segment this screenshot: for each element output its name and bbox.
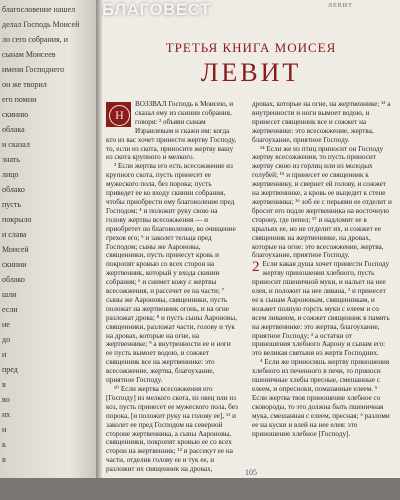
previous-page-line: и слава [2, 230, 27, 239]
previous-page-line: в [2, 455, 6, 464]
previous-page-line: и [2, 350, 7, 359]
previous-page-line: к [2, 440, 6, 449]
page-number: 105 [245, 468, 257, 477]
verse-block: ³ Если жертва его есть всесожжение из крупного скота, пусть принесет ее мужеского пола, без порока; пусть приведет ее ко входу скинии собрания, чтобы приобрести ему благоволение пред Господом; ⁴ и положит руку свою на голову жертвы всесожжения — и приобретет он благоволение, во очищение грехов его; ⁵ и заколет тельца пред Господом; сыны же Аароновы, священники, пусть принесут кровь и покропят кровью со всех сторон на жертвенник, который у входа скинии собрания; ⁶ и снимет кожу с жертвы всесожжения, и рассечет ее на части; ⁷ сыны же Аароновы, священники, пусть положат на жертвенник огонь, и на огне разложат дрова; ⁸ и пусть сыны Аароновы, священники, разложат части, голову и тук на дровах, которые на огне, на жертвеннике; ⁹ а внутренности ее и ноги ее пусть вымоет водою, и сожжет священник все на жертвеннике: это всесожжение, жертва, благоухание, приятное Господу. [106, 162, 237, 385]
previous-page-line: знать [2, 155, 20, 164]
left-text-column [106, 100, 238, 474]
chapter-2-number: 2 [252, 259, 260, 276]
book-title: ЛЕВИТ [200, 58, 302, 87]
verse-block: ¹⁴ Если же из птиц приносит он Господу жертву всесожжения, то пусть приносит жертву свою из горлиц или из молодых голубей; ¹⁵ и принесет ее священник к жертвеннику, и свернет ей голову, и сожжет на жертвеннике, а кровь ее выцедит к стене жертвенника; ¹⁶ зоб ее с перьями ее отделит и бросит его подле жертвенника на восточную сторону, где пепел; ¹⁷ и надломит ее в крыльях ее, но не отделит их, и сожжет ее священник на жертвеннике, на дровах, которые на огне: это всесожжение, жертва, благоухание, приятное Господу. [252, 144, 392, 260]
previous-page-line: их [2, 410, 11, 419]
previous-page-edge [0, 0, 98, 500]
previous-page-line: облака [2, 125, 25, 134]
previous-page-line: имени Господнего [2, 65, 65, 74]
previous-page-line: и сказал [2, 140, 30, 149]
verse-block: Если какая душа хочет принести Господу жертву приношения хлебного, пусть приносит пшеничной муки, и нальет на нее елея, и положит на нее ливана, ² и принесет ее к сынам Аароновым, священникам, и возьмет полную горсть муки с елеем и со всем ливаном, и сожжет священник в память на жертвеннике: это жертва, благоухание, приятное Господу; ³ а остатки от приношения хлебного Аарону и сынам его: это великая святыня из жертв Господних. [252, 260, 390, 358]
previous-page-line: не [2, 320, 10, 329]
verse-block: ¹⁰ Если жертва всесожжения его [Господу] из мелкого скота, из овец или из коз, пусть принесет ее мужеского пола, без порока, [и положит руку на голову ее], ¹¹ и заколет ее пред Господом на северной стороне жертвенника, а сыны Аароновы, священники, покропят кровью ее со всех сторон на жертвенник; ¹² и рассекут ее на части, отделив голову ее и тук ее, и разложит их священник на дровах, [106, 385, 238, 474]
book-subtitle: ТРЕТЬЯ КНИГА МОИСЕЯ [165, 40, 337, 55]
page-bottom-shadow [0, 478, 400, 500]
previous-page-line: в [2, 380, 6, 389]
previous-page-line: до [2, 335, 11, 344]
previous-page-line: скинии [2, 260, 27, 269]
chapter-1-emblem-icon: Н [106, 102, 131, 127]
previous-page-line: облако [2, 185, 25, 194]
previous-page-line: сынам Моисеев [2, 50, 56, 59]
running-head: ЛЕВИТ [328, 3, 353, 9]
previous-page-line: его помни [2, 95, 37, 104]
book-page [102, 0, 400, 500]
previous-page-line: покрыло [2, 215, 32, 224]
verse-block: ВОЗЗВАЛ Господь к Моисею, и сказал ему из скинии собрания, говоря: ² объяви сынам Израилевым и скажи им: когда кто из вас хочет принести жертву Господу, то, если из скота, приносите жертву вашу из скота крупного и мелкого. [106, 100, 237, 162]
previous-page-line: во [2, 395, 10, 404]
previous-page-line: пред [2, 365, 18, 374]
verse-block: ⁴ Если же приносишь жертву приношения хлебного из печенного в печи, то приноси пшеничные хлебы пресные, смешанные с елеем, и опресноки, помазанные елеем. ⁵ Если жертва твоя приношение хлебное со сковороды, то это должна быть пшеничная мука, смешанная с елеем, пресная; ⁶ разломи ее на куски и влей на нее елея: это приношение хлебное [Господу]. [252, 358, 390, 438]
chapter-2-paragraph [252, 260, 392, 358]
previous-page-line: скинию [2, 110, 29, 119]
previous-page-line: лицо [2, 170, 19, 179]
previous-page-line: делал Господь Моисей [2, 20, 80, 29]
previous-page-line: шли [2, 290, 17, 299]
previous-page-line: Моисей [2, 245, 29, 254]
previous-page-line: он же творил [2, 80, 47, 89]
verse-block: дровах, которые на огне, на жертвеннике; ¹³ а внутренности и ноги вымоет водою, и принесет священник все и сожжет на жертвеннике: это всесожжение, жертва, благоухание, приятное Господу. [252, 100, 391, 144]
previous-page-line: облако [2, 275, 25, 284]
chapter-1-paragraph [106, 100, 238, 162]
previous-page-line: пусть [2, 200, 21, 209]
right-text-column [252, 100, 392, 438]
previous-page-line: и [2, 425, 7, 434]
previous-page-line: благословение нашел [2, 5, 76, 14]
previous-page-line: ло сего собрания, и [2, 35, 68, 44]
previous-page-line: если [2, 305, 18, 314]
watermark: БЛАГОВЕСТ [102, 0, 211, 19]
